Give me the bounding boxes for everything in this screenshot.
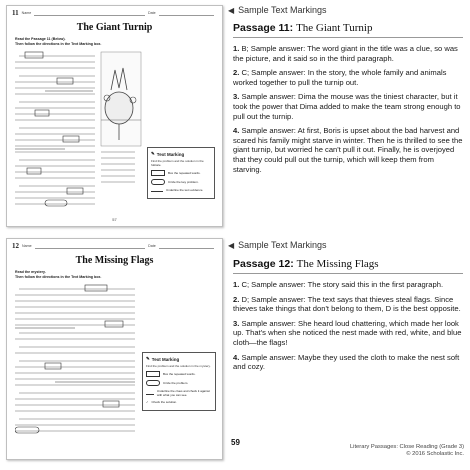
pointer-triangle-icon: ◀ bbox=[228, 240, 235, 250]
footer-book-title: Literary Passages: Close Reading (Grade 3) bbox=[349, 444, 464, 450]
date-label: Date bbox=[148, 244, 156, 248]
answer-item: 3. Sample answer: She heard loud chattering, which made her look up. That's when she noticed the nest made with red, white, and blue cloth—the flags! bbox=[233, 318, 462, 347]
worksheet-instructions bbox=[7, 37, 222, 47]
text-marking-title: ✎ Text Marking bbox=[146, 356, 180, 362]
worksheet-header bbox=[7, 239, 222, 252]
passage-heading: Passage 12: The Missing Flags bbox=[233, 258, 463, 274]
answer-item: 2. D; Sample answer: The text says that thieves steal flags. Since thieves take things that don't belong to them, D is the best opposite. bbox=[233, 294, 461, 314]
marker-box: Box the repeated words. bbox=[146, 371, 212, 377]
marker-underline: Underline the clues and check it against with what you can see. bbox=[146, 389, 212, 397]
worksheet-passage-area bbox=[7, 280, 222, 446]
worksheet-thumbnail-giant-turnip bbox=[6, 5, 223, 227]
page-footer bbox=[350, 444, 464, 458]
pointer-triangle-icon: ◀ bbox=[228, 5, 235, 15]
instruction-line: Then follow the directions in the Text Marking box. bbox=[15, 42, 102, 46]
marker-circle: Circle the key problem. bbox=[151, 179, 211, 185]
text-marking-instruction: Find the problem and the solution in the folktale. bbox=[151, 159, 204, 167]
instruction-line: Then follow the directions in the Text Marking box. bbox=[15, 275, 102, 279]
worksheet-thumbnail-missing-flags bbox=[6, 238, 223, 460]
worksheet-instructions bbox=[7, 270, 222, 280]
pencil-icon: ✎ bbox=[151, 151, 155, 156]
answer-item: 4. Sample answer: At first, Boris is upset about the bad harvest and scared his family might starve in winter. Then he is thrilled to see the giant turnip, but worried he can't pull it out. Finally, he is overjoyed that they could pull out the turnip, which will keep them from starving. bbox=[233, 126, 463, 174]
answer-item: 4. Sample answer: Maybe they used the cloth to make the nest soft and cozy. bbox=[233, 352, 460, 372]
worksheet-title: The Missing Flags bbox=[75, 255, 154, 266]
sample-markings-label: ◀ Sample Text Markings bbox=[228, 240, 327, 250]
date-line bbox=[159, 11, 214, 16]
footer-copyright: © 2016 Scholastic Inc. bbox=[406, 451, 464, 457]
marker-underline: Underline the text evidence. bbox=[151, 188, 211, 192]
name-label: Name bbox=[21, 11, 32, 15]
worksheet-passage-area bbox=[7, 47, 222, 213]
answer-item: 2. C; Sample answer: In the story, the whole family and animals worked together to pull the turnip out. bbox=[233, 68, 447, 87]
marker-box: Box the repeated words. bbox=[151, 170, 211, 176]
name-line bbox=[34, 11, 145, 16]
box-marker-icon bbox=[146, 371, 160, 377]
name-line bbox=[35, 244, 146, 249]
box-marker-icon bbox=[151, 170, 165, 176]
worksheet-title: The Giant Turnip bbox=[76, 22, 153, 33]
answer-item: 3. Sample answer: Dima the mouse was the tiniest character, but it took the power that Dima added to make the team strong enough to pull out the turnip. bbox=[233, 92, 461, 121]
marker-check: ✓ Check the solution. bbox=[146, 400, 178, 404]
underline-marker-icon bbox=[151, 188, 163, 192]
marker-circle: Circle the problem. bbox=[146, 380, 212, 386]
underline-marker-icon bbox=[146, 391, 154, 395]
date-label: Date bbox=[148, 11, 156, 15]
worksheet-number: 11 bbox=[12, 9, 19, 17]
pencil-icon: ✎ bbox=[146, 356, 150, 361]
worksheet-number: 12 bbox=[12, 242, 19, 250]
instruction-line: Read the Passage 11 (Below). bbox=[15, 37, 66, 41]
worksheet-header bbox=[7, 6, 222, 19]
text-marking-title: ✎ Text Marking bbox=[151, 151, 185, 157]
answer-item: 1. B; Sample answer: The word giant in the title was a clue, so was the picture, and it said so in the third paragraph. bbox=[233, 44, 458, 63]
sample-markings-label: ◀ Sample Text Markings bbox=[228, 5, 327, 15]
name-label: Name bbox=[22, 244, 32, 248]
text-marking-box bbox=[142, 352, 216, 411]
page-number: 59 bbox=[231, 438, 240, 447]
text-marking-box bbox=[147, 147, 215, 199]
circle-marker-icon bbox=[151, 179, 165, 185]
answer-item: 1. C; Sample answer: The story said this in the first paragraph. bbox=[233, 280, 444, 289]
circle-marker-icon bbox=[146, 380, 160, 386]
passage-12-answers bbox=[233, 258, 463, 377]
worksheet-page-number: 57 bbox=[112, 217, 117, 222]
instruction-line: Read the mystery. bbox=[15, 270, 46, 274]
turnip-illustration bbox=[101, 52, 141, 146]
check-marker-icon: ✓ bbox=[146, 400, 149, 404]
passage-heading: Passage 11: The Giant Turnip bbox=[233, 22, 463, 38]
date-line bbox=[159, 244, 214, 249]
passage-11-answers bbox=[233, 22, 463, 179]
text-marking-instruction: Find the problem and the solution in the mystery. bbox=[146, 364, 211, 368]
